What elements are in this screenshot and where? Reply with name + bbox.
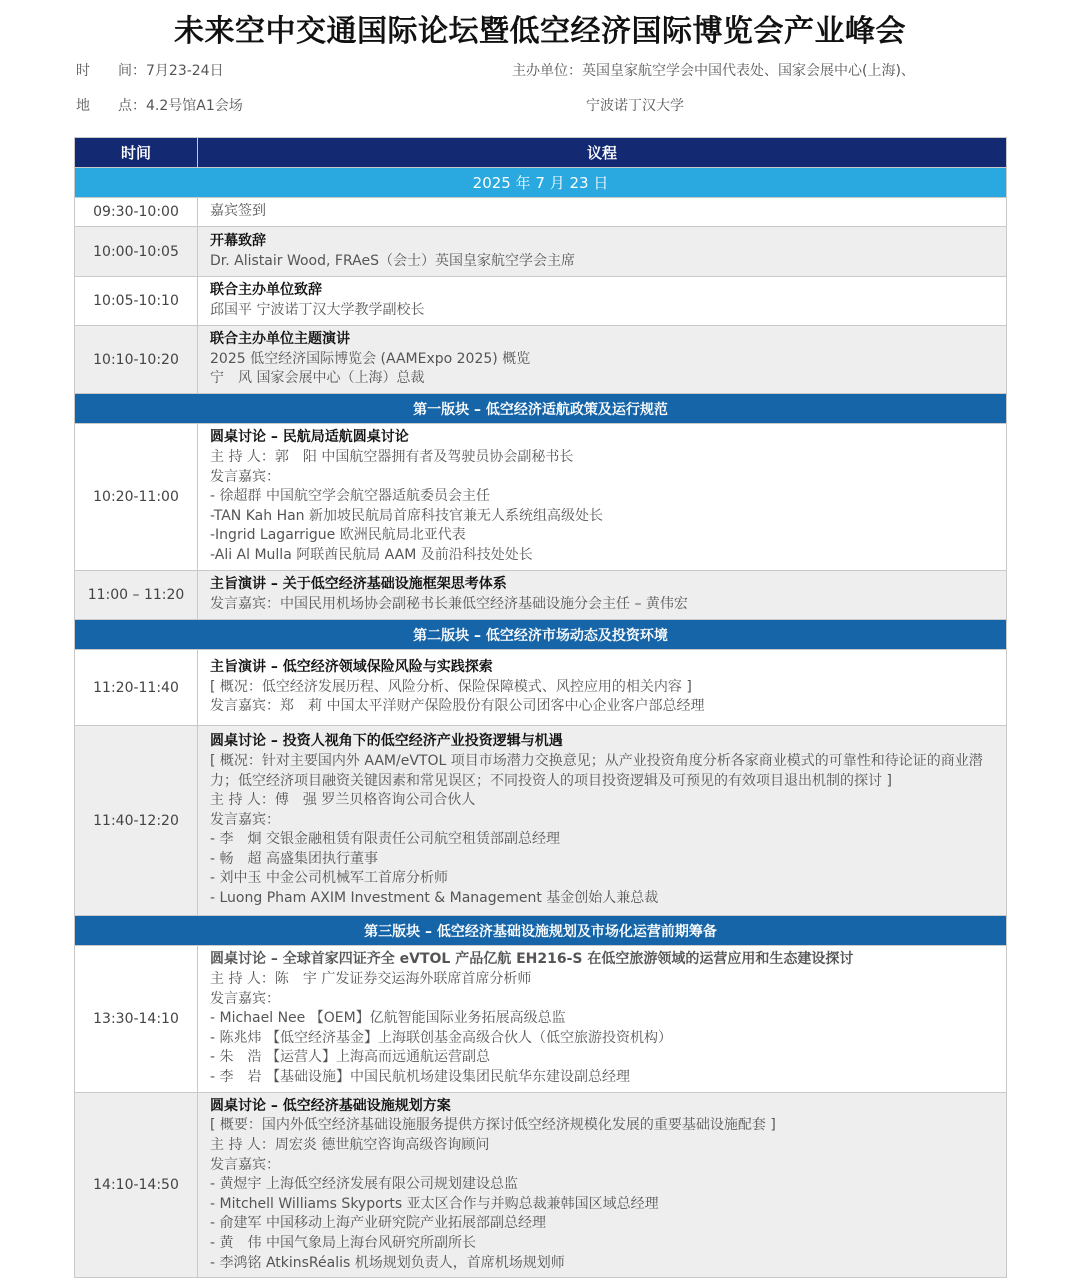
section-row bbox=[75, 394, 1007, 424]
col-time-header: 时间 bbox=[75, 138, 198, 168]
time-label: 时 间： bbox=[76, 63, 146, 79]
row-line: - 刘中玉 中金公司机械军工首席分析师 bbox=[210, 870, 448, 887]
row-line: Dr. Alistair Wood, FRAeS（会士）英国皇家航空学会主席 bbox=[210, 252, 575, 269]
row-line: - 陈兆炜 【低空经济基金】上海联创基金高级合伙人（低空旅游投资机构） bbox=[210, 1029, 672, 1046]
row-line: 主 持 人：周宏炎 德世航空咨询高级咨询顾问 bbox=[210, 1137, 490, 1154]
col-agenda-header: 议程 bbox=[198, 138, 1007, 168]
row-content bbox=[198, 277, 1007, 326]
agenda-table bbox=[74, 137, 1007, 1278]
row-line: -Ingrid Lagarrigue 欧洲民航局北亚代表 bbox=[210, 527, 466, 544]
row-content bbox=[198, 946, 1007, 1093]
row-line: - 李 岩 【基础设施】中国民航机场建设集团民航华东建设副总经理 bbox=[210, 1068, 630, 1085]
row-title: 圆桌讨论 – 投资人视角下的低空经济产业投资逻辑与机遇 bbox=[210, 733, 563, 750]
date-label: 2025 年 7 月 23 日 bbox=[75, 168, 1007, 198]
table-row bbox=[75, 571, 1007, 620]
row-time: 09:30-10:00 bbox=[75, 198, 198, 227]
time-value: 7月23-24日 bbox=[146, 63, 224, 79]
row-content bbox=[198, 198, 1007, 227]
row-line: 发言嘉宾： bbox=[210, 990, 280, 1007]
row-time: 14:10-14:50 bbox=[75, 1093, 198, 1278]
host-info bbox=[512, 60, 915, 80]
row-line: - 李鸿铭 AtkinsRéalis 机场规划负责人，首席机场规划师 bbox=[210, 1254, 565, 1271]
row-content bbox=[198, 726, 1007, 916]
section-title: 第一版块 – 低空经济适航政策及运行规范 bbox=[75, 394, 1007, 424]
row-line: 主 持 人：陈 宇 广发证券交运海外联席首席分析师 bbox=[210, 971, 532, 988]
row-line: 宁 风 国家会展中心（上海）总裁 bbox=[210, 370, 425, 387]
row-time: 10:05-10:10 bbox=[75, 277, 198, 326]
host-line2: 宁波诺丁汉大学 bbox=[586, 98, 684, 114]
row-line: [ 概要：国内外低空经济基础设施服务提供方探讨低空经济规模化发展的重要基础设施配套 ] bbox=[210, 1117, 776, 1134]
row-time: 11:40-12:20 bbox=[75, 726, 198, 916]
row-title: 圆桌讨论 – 民航局适航圆桌讨论 bbox=[210, 429, 409, 446]
row-line: - 李 炯 交银金融租赁有限责任公司航空租赁部副总经理 bbox=[210, 831, 560, 848]
table-row bbox=[75, 198, 1007, 227]
row-line: - 朱 浩 【运营人】上海高而远通航运营副总 bbox=[210, 1049, 490, 1066]
row-title: 圆桌讨论 – 低空经济基础设施规划方案 bbox=[210, 1097, 451, 1114]
table-row bbox=[75, 277, 1007, 326]
place-info bbox=[76, 95, 243, 115]
row-line: - 黄煜宇 上海低空经济发展有限公司规划建设总监 bbox=[210, 1176, 518, 1193]
row-time: 10:10-10:20 bbox=[75, 326, 198, 394]
row-line: -TAN Kah Han 新加坡民航局首席科技官兼无人系统组高级处长 bbox=[210, 507, 603, 524]
row-time: 13:30-14:10 bbox=[75, 946, 198, 1093]
row-time: 11:00 – 11:20 bbox=[75, 571, 198, 620]
row-title: 圆桌讨论 – 全球首家四证齐全 eVTOL 产品亿航 EH216-S 在低空旅游领域的运营应用和生态建设探讨 bbox=[210, 951, 854, 968]
row-summary: [ 概况：针对主要国内外 AAM/eVTOL 项目市场潜力交换意见；从产业投资角度分析各家商业模式的可靠性和待论证的商业潜力；低空经济项目融资关键因素和常见误区；不同投资人的项目投资逻辑及可预见的有效项目退出机制的探讨 ] bbox=[210, 752, 983, 789]
row-line: 发言嘉宾： bbox=[210, 468, 280, 485]
row-content bbox=[198, 227, 1007, 277]
row-line: 2025 低空经济国际博览会 (AAMExpo 2025) 概览 bbox=[210, 350, 531, 367]
section-title: 第二版块 – 低空经济市场动态及投资环境 bbox=[75, 620, 1007, 650]
place-value: 4.2号馆A1会场 bbox=[146, 98, 243, 114]
row-line: 发言嘉宾：郑 莉 中国太平洋财产保险股份有限公司团客中心企业客户部总经理 bbox=[210, 698, 705, 715]
row-content bbox=[198, 571, 1007, 620]
table-row bbox=[75, 650, 1007, 726]
row-time: 10:00-10:05 bbox=[75, 227, 198, 277]
table-header bbox=[75, 138, 1007, 168]
host-line1: 英国皇家航空学会中国代表处、国家会展中心(上海)、 bbox=[582, 63, 915, 79]
table-row bbox=[75, 424, 1007, 571]
row-line: 嘉宾签到 bbox=[210, 203, 266, 220]
row-line: - 徐超群 中国航空学会航空器适航委员会主任 bbox=[210, 488, 490, 505]
row-line: 主 持 人：傅 强 罗兰贝格咨询公司合伙人 bbox=[210, 792, 476, 809]
date-row bbox=[75, 168, 1007, 198]
row-line: [ 概况：低空经济发展历程、风险分析、保险保障模式、风控应用的相关内容 ] bbox=[210, 678, 692, 695]
table-row bbox=[75, 1093, 1007, 1278]
row-time: 11:20-11:40 bbox=[75, 650, 198, 726]
row-title: 开幕致辞 bbox=[210, 232, 266, 249]
row-line: - Mitchell Williams Skyports 亚太区合作与并购总裁兼韩国区域总经理 bbox=[210, 1195, 659, 1212]
table-row bbox=[75, 227, 1007, 277]
section-row bbox=[75, 916, 1007, 946]
row-title: 主旨演讲 – 低空经济领域保险风险与实践探索 bbox=[210, 659, 493, 676]
row-title: 联合主办单位主题演讲 bbox=[210, 331, 350, 348]
row-line: - 俞建军 中国移动上海产业研究院产业拓展部副总经理 bbox=[210, 1215, 546, 1232]
row-content bbox=[198, 424, 1007, 571]
row-title: 联合主办单位致辞 bbox=[210, 282, 322, 299]
section-row bbox=[75, 620, 1007, 650]
row-title: 主旨演讲 – 关于低空经济基础设施框架思考体系 bbox=[210, 576, 507, 593]
table-row bbox=[75, 326, 1007, 394]
row-line: - Michael Nee 【OEM】亿航智能国际业务拓展高级总监 bbox=[210, 1010, 566, 1027]
table-row bbox=[75, 946, 1007, 1093]
row-line: 主 持 人：郭 阳 中国航空器拥有者及驾驶员协会副秘书长 bbox=[210, 449, 574, 466]
row-line: -Ali Al Mulla 阿联酋民航局 AAM 及前沿科技处处长 bbox=[210, 546, 533, 563]
row-line: 发言嘉宾： bbox=[210, 811, 280, 828]
row-line: 发言嘉宾：中国民用机场协会副秘书长兼低空经济基础设施分会主任 – 黄伟宏 bbox=[210, 596, 688, 612]
row-line: - 黄 伟 中国气象局上海台风研究所副所长 bbox=[210, 1234, 476, 1251]
row-content bbox=[198, 650, 1007, 726]
row-line: - 畅 超 高盛集团执行董事 bbox=[210, 850, 378, 867]
host-label: 主办单位： bbox=[512, 63, 582, 79]
section-title: 第三版块 – 低空经济基础设施规划及市场化运营前期筹备 bbox=[75, 916, 1007, 946]
row-time: 10:20-11:00 bbox=[75, 424, 198, 571]
row-content bbox=[198, 326, 1007, 394]
table-row bbox=[75, 726, 1007, 916]
row-content bbox=[198, 1093, 1007, 1278]
row-line: 邱国平 宁波诺丁汉大学教学副校长 bbox=[210, 302, 425, 318]
row-line: 发言嘉宾： bbox=[210, 1156, 280, 1173]
time-info bbox=[76, 60, 224, 80]
row-line: - Luong Pham AXIM Investment & Management 基金创始人兼总裁 bbox=[210, 890, 659, 907]
place-label: 地 点： bbox=[76, 98, 146, 114]
page-title: 未来空中交通国际论坛暨低空经济国际博览会产业峰会 bbox=[174, 14, 906, 49]
